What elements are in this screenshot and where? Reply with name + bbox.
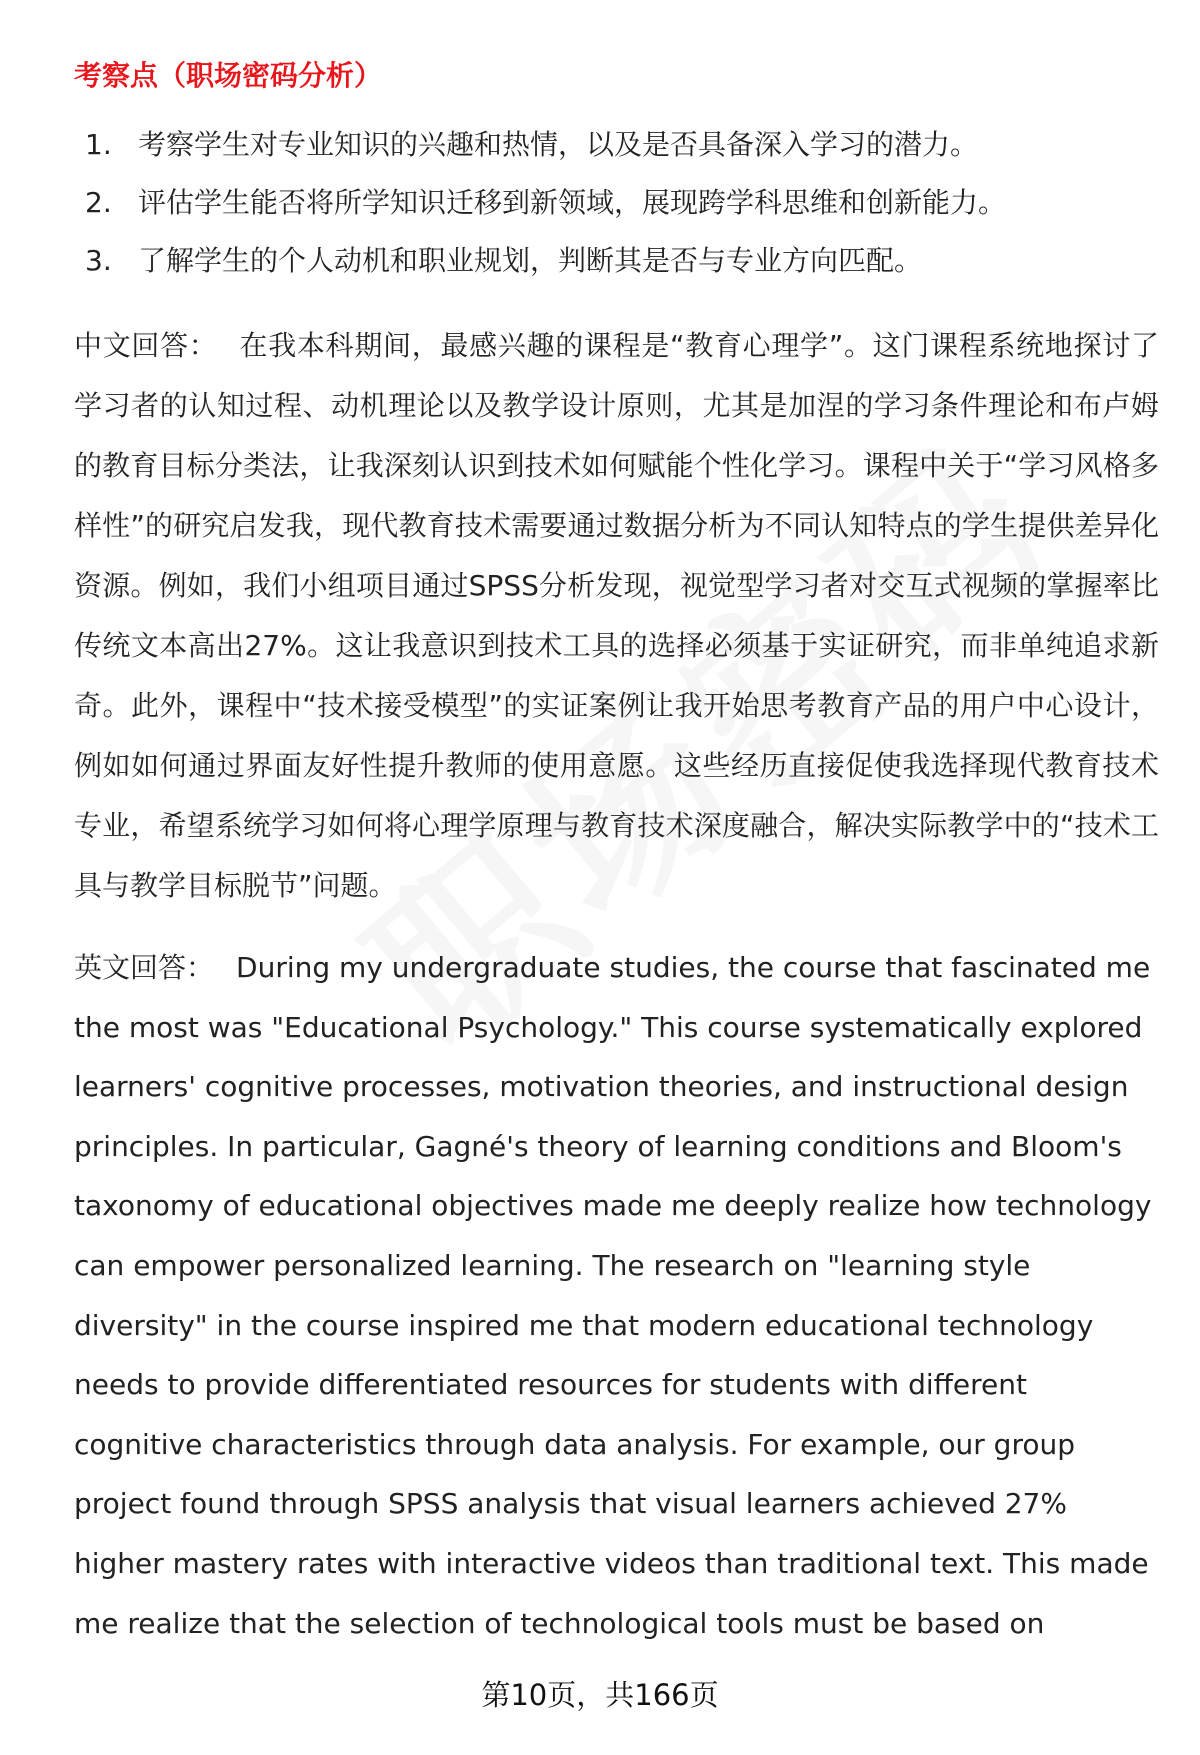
list-item: [74, 232, 1159, 290]
chinese-answer: [74, 316, 1159, 916]
english-answer-label: 英文回答：: [74, 951, 215, 984]
english-answer-text: During my undergraduate studies, the course that fascinated me the most was "Educational Psychology." This course systematically explored learners' cognitive processes, motivation theories, and instructional design principles. In particular, Gagné's theory of learning conditions and Bloom's taxonomy of educational objectives made me deeply realize how technology can empower personalized learning. The research on "learning style diversity" in the course inspired me that modern educational technology needs to provide differentiated resources for students with different cognitive characteristics through data analysis. For example, our group project found through SPSS analysis that visual learners achieved 27% higher mastery rates with interactive videos than traditional text. This made me realize that the selection of technological tools must be based on: [74, 951, 1152, 1640]
chinese-answer-text: 在我本科期间，最感兴趣的课程是“教育心理学”。这门课程系统地探讨了学习者的认知过程、动机理论以及教学设计原则，尤其是加涅的学习条件理论和布卢姆的教育目标分类法，让我深刻认识到技术如何赋能个性化学习。课程中关于“学习风格多样性”的研究启发我，现代教育技术需要通过数据分析为不同认知特点的学生提供差异化资源。例如，我们小组项目通过SPSS分析发现，视觉型学习者对交互式视频的掌握率比传统文本高出27%。这让我意识到技术工具的选择必须基于实证研究，而非单纯追求新奇。此外，课程中“技术接受模型”的实证案例让我开始思考教育产品的用户中心设计，例如如何通过界面友好性提升教师的使用意愿。这些经历直接促使我选择现代教育技术专业，希望系统学习如何将心理学原理与教育技术深度融合，解决实际教学中的“技术工具与教学目标脱节”问题。: [74, 329, 1159, 902]
section-title: 考察点（职场密码分析）: [74, 59, 383, 92]
list-item-text: 考察学生对专业知识的兴趣和热情，以及是否具备深入学习的潜力。: [138, 128, 979, 161]
chinese-answer-label: 中文回答：: [74, 329, 218, 362]
document-body: [74, 56, 1159, 1675]
list-item-number: 2.: [85, 186, 112, 219]
list-item: [74, 116, 1159, 174]
list-item-number: 3.: [85, 244, 112, 277]
list-item-text: 了解学生的个人动机和职业规划，判断其是否与专业方向匹配。: [138, 244, 923, 277]
assessment-points-list: [74, 116, 1159, 290]
list-item-text: 评估学生能否将所学知识迁移到新领域，展现跨学科思维和创新能力。: [138, 186, 1007, 219]
list-item: [74, 174, 1159, 232]
page-number: 第10页，共166页: [481, 1678, 719, 1712]
list-item-number: 1.: [85, 128, 112, 161]
english-answer: [74, 938, 1159, 1653]
